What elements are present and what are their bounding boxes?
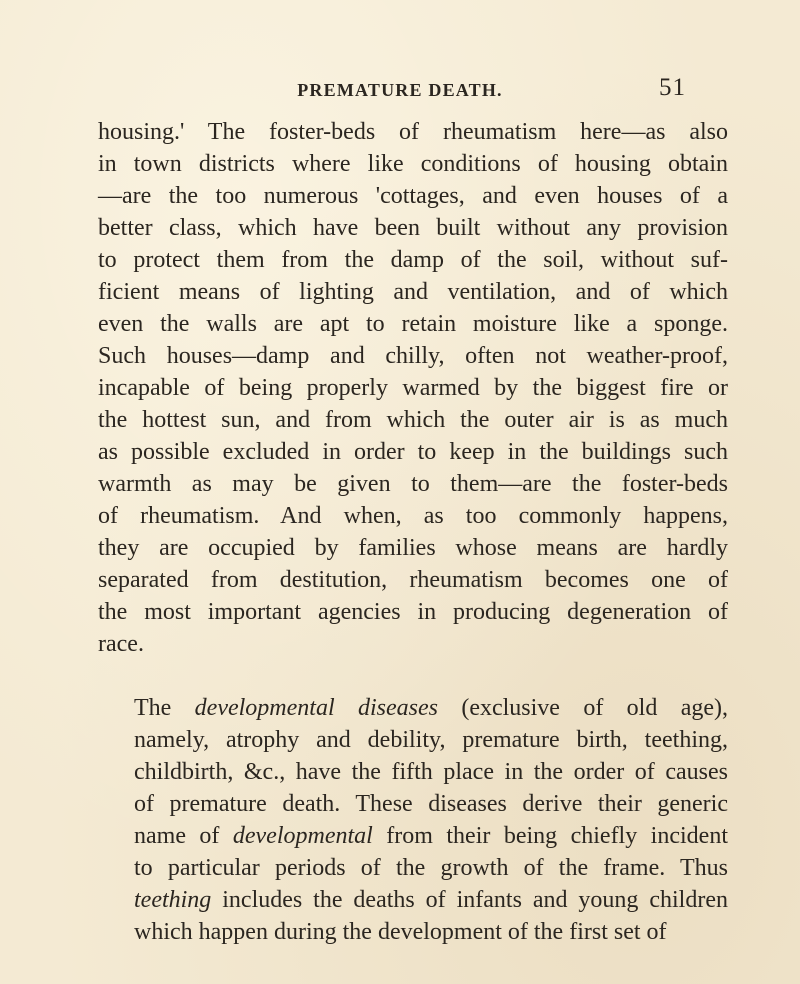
text-line: ficient means of lighting and ventilation, and of which <box>98 279 728 305</box>
text-line: Such houses—damp and chilly, often not weather-proof, <box>98 343 728 369</box>
text-line: —are the too numerous 'cottages, and even houses of a <box>98 183 728 209</box>
text-line: even the walls are apt to retain moisture like a sponge. <box>98 311 728 337</box>
text-line: race. <box>98 631 144 657</box>
text-line: incapable of being properly warmed by the biggest fire or <box>98 375 728 401</box>
text-line: the most important agencies in producing degeneration of <box>98 599 728 625</box>
text-line: namely, atrophy and debility, premature birth, teething, <box>134 727 728 753</box>
text-line: in town districts where like conditions of housing obtain <box>98 151 728 177</box>
text-line: as possible excluded in order to keep in the buildings such <box>98 439 728 465</box>
text-line: to particular periods of the growth of the frame. Thus <box>134 855 728 881</box>
paragraph-developmental-diseases <box>98 692 728 948</box>
text-line: The developmental diseases (exclusive of old age), <box>134 695 728 721</box>
text-line: they are occupied by families whose means are hardly <box>98 535 728 561</box>
text-line: the hottest sun, and from which the outer air is as much <box>98 407 728 433</box>
italic-term: developmental <box>232 823 373 849</box>
italic-term: teething <box>134 887 212 913</box>
text-line: separated from destitution, rheumatism becomes one of <box>98 567 728 593</box>
text-line: to protect them from the damp of the soil, without suf- <box>98 247 728 273</box>
text-line: of premature death. These diseases derive their generic <box>134 791 728 817</box>
body-text <box>98 116 728 948</box>
running-head <box>0 62 800 102</box>
text-line: better class, which have been built without any provision <box>98 215 728 241</box>
running-title: PREMATURE DEATH. <box>297 80 503 100</box>
text-line: childbirth, &c., have the fifth place in the order of causes <box>134 759 728 785</box>
text-line: warmth as may be given to them—are the foster-beds <box>98 471 728 497</box>
italic-term: developmental diseases <box>194 695 438 721</box>
text-line: name of developmental from their being chiefly incident <box>134 823 728 849</box>
text-line: housing.' The foster-beds of rheumatism here—as also <box>98 119 728 145</box>
paragraph-rheumatism <box>98 116 728 660</box>
page-number: 51 <box>659 74 686 101</box>
text-line: of rheumatism. And when, as too commonly happens, <box>98 503 728 529</box>
text-line: which happen during the development of the first set of <box>134 919 667 945</box>
text-line: teething includes the deaths of infants and young children <box>134 887 728 913</box>
